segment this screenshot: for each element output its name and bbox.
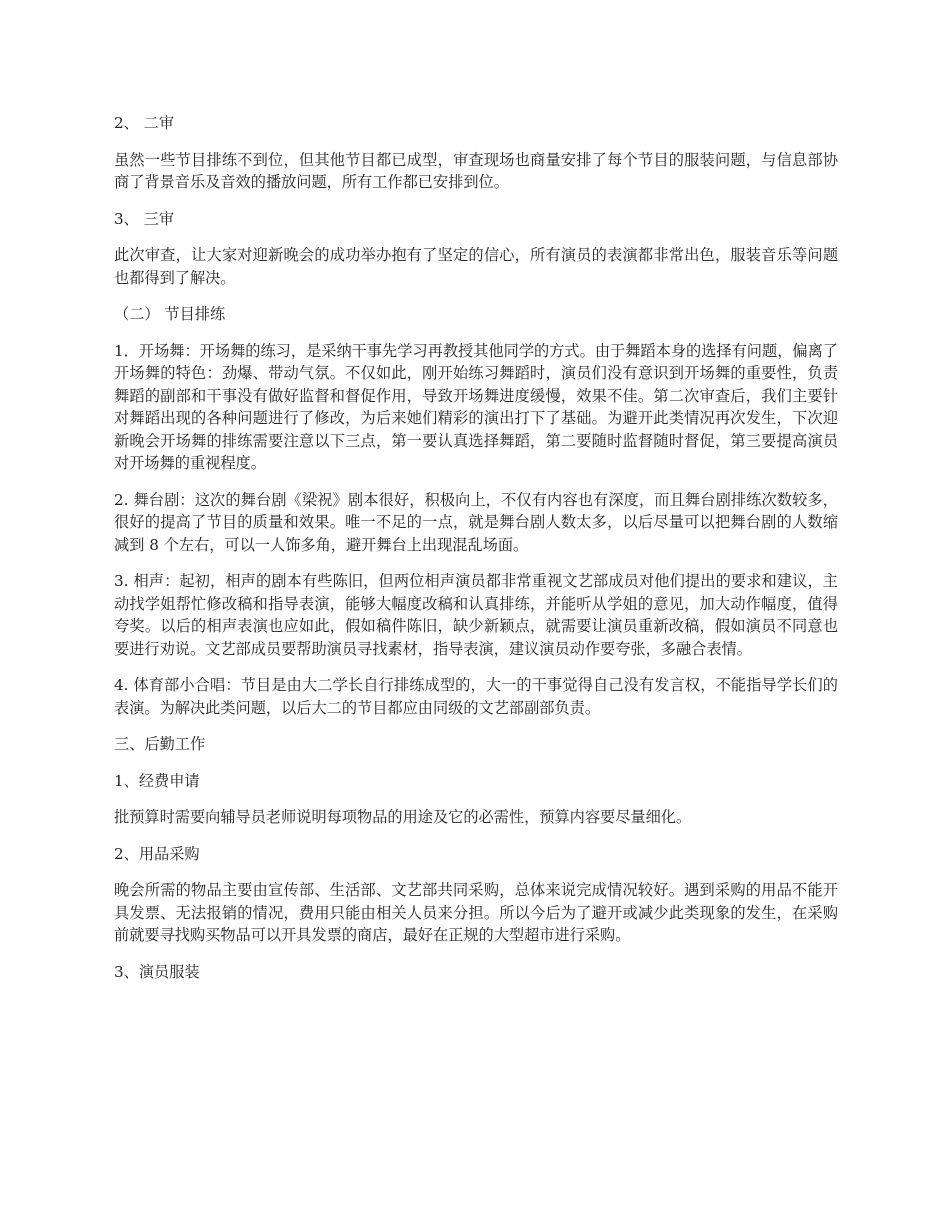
document-page — [114, 112, 838, 997]
section-heading-third-review: 3、 三审 — [114, 209, 175, 228]
section-heading-purchasing: 2、用品采购 — [114, 844, 200, 863]
paragraph-chorus: 4. 体育部小合唱：节目是由大二学长自行排练成型的，大一的干事觉得自己没有发言权，不能指导学长们的表演。为解决此类问题，以后大二的节目都应由同级的文艺部副部负责。 — [114, 676, 838, 717]
section-heading-funding: 1、经费申请 — [114, 771, 200, 790]
paragraph-stage-play: 2. 舞台剧：这次的舞台剧《梁祝》剧本很好，积极向上，不仅有内容也有深度，而且舞台剧排练次数较多，很好的提高了节目的质量和效果。唯一不足的一点，就是舞台剧人数太多，以后尽量可以把舞台剧的人数缩减到 8 个左右，可以一人饰多角，避开舞台上出现混乱场面。 — [114, 490, 838, 554]
section-heading-costumes: 3、演员服装 — [114, 962, 200, 981]
paragraph-funding: 批预算时需要向辅导员老师说明每项物品的用途及它的必需性，预算内容要尽量细化。 — [114, 808, 692, 826]
section-heading-logistics: 三、后勤工作 — [114, 735, 206, 753]
paragraph-third-review: 此次审查，让大家对迎新晚会的成功举办抱有了坚定的信心，所有演员的表演都非常出色，服装音乐等问题也都得到了解决。 — [114, 246, 838, 287]
paragraph-second-review: 虽然一些节目排练不到位，但其他节目都已成型，审查现场也商量安排了每个节目的服装问题，与信息部协商了背景音乐及音效的播放问题，所有工作都已安排到位。 — [114, 150, 838, 191]
paragraph-opening-dance: 1．开场舞：开场舞的练习，是采纳干事先学习再教授其他同学的方式。由于舞蹈本身的选择有问题，偏离了开场舞的特色：劲爆、带动气氛。不仅如此，刚开始练习舞蹈时，演员们没有意识到开场舞的重要性，负责舞蹈的副部和干事没有做好监督和督促作用，导致开场舞进度缓慢，效果不佳。第二次审查后，我们主要针对舞蹈出现的各种问题进行了修改，为后来她们精彩的演出打下了基础。为避开此类情况再次发生，下次迎新晚会开场舞的排练需要注意以下三点，第一要认真选择舞蹈，第二要随时监督随时督促，第三要提高演员对开场舞的重视程度。 — [114, 341, 838, 472]
section-heading-rehearsal: （二） 节目排练 — [114, 305, 226, 323]
paragraph-purchasing: 晚会所需的物品主要由宣传部、生活部、文艺部共同采购，总体来说完成情况较好。遇到采购的用品不能开具发票、无法报销的情况，费用只能由相关人员来分担。所以今后为了避开或减少此类现象的发生，在采购前就要寻找购买物品可以开具发票的商店，最好在正规的大型超市进行采购。 — [114, 881, 838, 944]
section-heading-second-review: 2、 二审 — [114, 114, 175, 132]
paragraph-crosstalk: 3. 相声：起初，相声的剧本有些陈旧，但两位相声演员都非常重视文艺部成员对他们提出的要求和建议，主动找学姐帮忙修改稿和指导表演，能够大幅度改稿和认真排练，并能听从学姐的意见，加大动作幅度，值得夸奖。以后的相声表演也应如此，假如稿件陈旧，缺少新颖点，就需要让演员重新改稿，假如演员不同意也要进行劝说。文艺部成员要帮助演员寻找素材，指导表演，建议演员动作要夸张，多融合表情。 — [114, 572, 838, 658]
